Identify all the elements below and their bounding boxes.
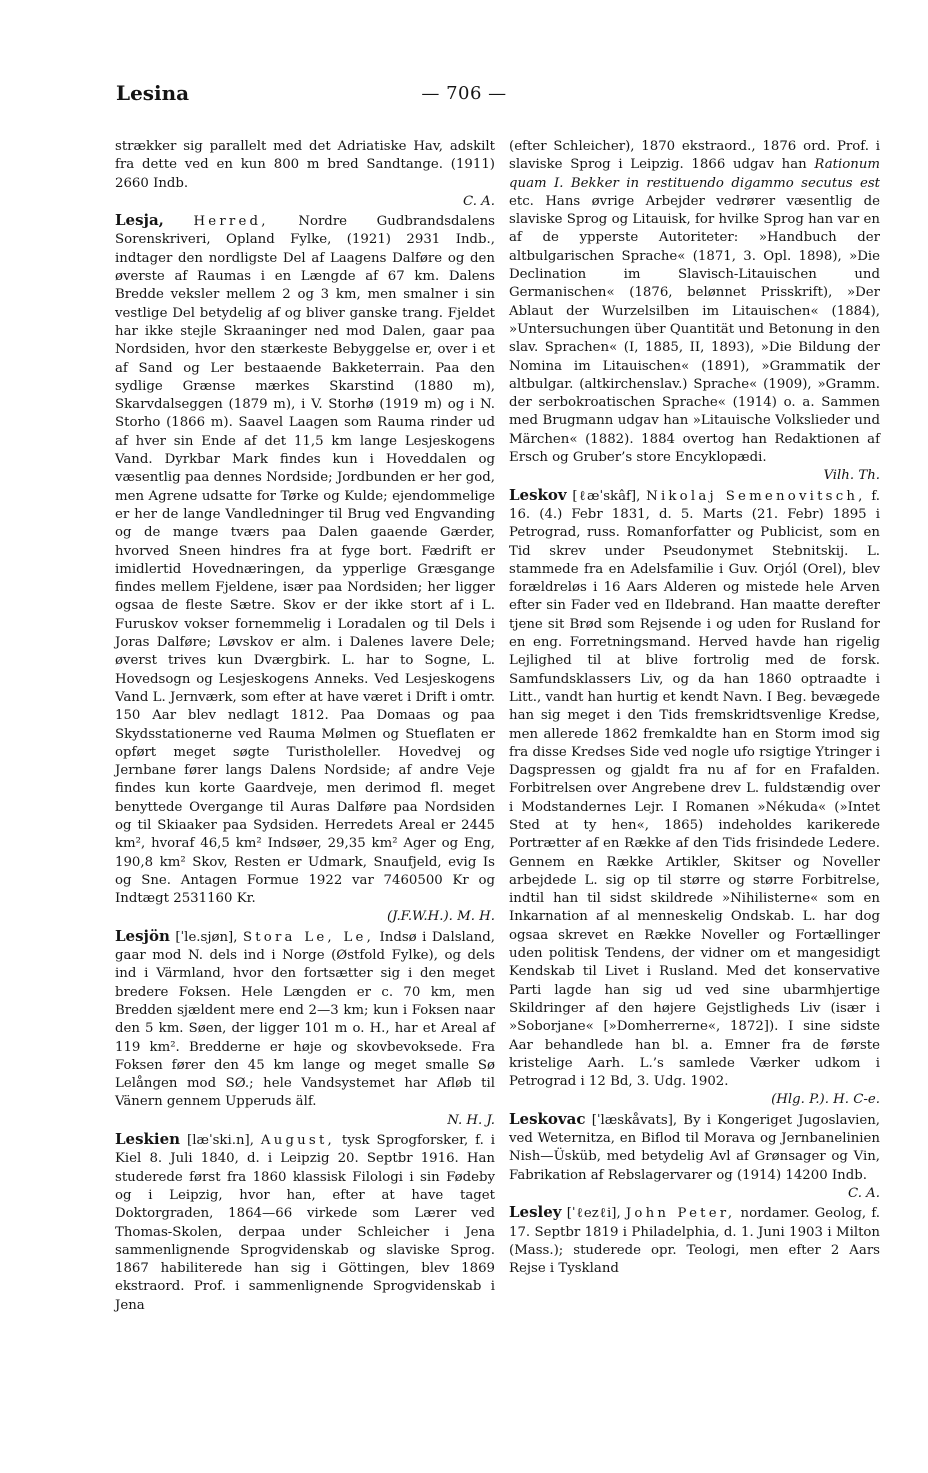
entry-body: nordamer. Geolog, f. 17. Septbr 1819 i Philadelphia, d. 1. Juni 1903 i Milton (Mass.); studerede opr. Teologi, men efter 2 Aars Rejse i Tyskland — [509, 1206, 881, 1277]
entry-lesley — [509, 1203, 880, 1278]
author-signature: C. A. — [463, 193, 495, 209]
left-column — [115, 138, 495, 1315]
entry-pronunciation: [ℓæˈskâf], — [572, 488, 641, 504]
entry-leskov — [509, 486, 880, 1110]
entry-spaced-term: Nikolaj Semenovitsch, — [646, 488, 866, 504]
entry-leskien-continued — [509, 138, 880, 486]
entry-leskovac — [509, 1110, 880, 1203]
running-head-title: Lesina — [116, 81, 190, 105]
entry-headword: Leskovac — [509, 1109, 586, 1128]
entry-pronunciation: [ˈle.sjøn], — [175, 929, 238, 945]
entry-body: tysk Sprogforsker, f. i Kiel 8. Juli 1840, d. i Leipzig 20. Septbr 1916. Han studerede først fra 1860 klassisk Filologi i sin Fødeby og i Leipzig, hvor han, efter at have taget Doktorgraden, 1864—66 virkede som Lærer ved Thomas-Skolen, derpaa under Schleicher i Jena sammenlignende Sprogvidenskab og slaviske Sprog. 1867 habiliterede han sig i Göttingen, blev 1869 ekstraord. Prof. i sammenlignende Sprogvidenskab i Jena — [115, 1133, 495, 1313]
entry-continuation — [115, 138, 495, 211]
entry-body: (efter Schleicher), 1870 ekstraord., 1876 ord. Prof. i slaviske Sprog i Leipzig. 1866 udgav han — [509, 139, 880, 173]
entry-pronunciation: [læˈski.n], — [187, 1133, 254, 1149]
entry-lesja — [115, 211, 495, 927]
book-title: Rationum quam I. Bekker in restituendo digammo secutus est — [509, 157, 880, 191]
entry-body: Indsø i Dalsland, gaar mod N. dels ind i Norge (Østfold Fylke), og dels ind i Värmland, hvor den fortsætter sig i den meget bredere Foksen. Hele Længden er c. 70 km, men Bredden sjældent mere end 2—3 km; kun i Foksen naar den 5 km. Søen, der ligger 101 m o. H., har et Areal af 119 km². Bredderne er høje og skovbevoksede. Fra Foksen fører den 45 km lange og meget smalle Sø Lelången mod SØ.; hele Vandsystemet har Afløb til Vänern gennem Upperuds älf. — [115, 929, 496, 1110]
page-header — [0, 0, 928, 120]
entry-spaced-term: August, — [260, 1133, 335, 1149]
entry-pronunciation: [ˈlæskåvats], — [591, 1112, 678, 1128]
author-signature: Vilh. Th. — [823, 468, 880, 484]
page-number: — 706 — — [421, 83, 507, 104]
entry-headword: Lesjön — [115, 926, 170, 945]
entry-body: By i Kongeriget Jugoslavien, ved Weternitza, en Biflod til Morava og Jernbanelinien Nish—Üsküb, med betydelig Avl af Grønsager og Vin, Fabrikation af Rebslagervarer og (1914) 14200 Indb. — [509, 1112, 881, 1183]
entry-headword: Lesja, — [115, 211, 164, 230]
entry-spaced-term: John Peter, — [625, 1206, 736, 1222]
entry-spaced-term: Stora Le, Le, — [242, 929, 375, 945]
entry-body: Nordre Gudbrandsdalens Sorenskriveri, Opland Fylke, (1921) 2931 Indb., indtager den nordligste Del af Laagens Dalføre og den øverste af Raumas i en Længde af 67 km. Dalens Bredde veksler mellem 2 og 3 km, men smalner i sin vestlige Del betydelig af og bliver ganske trang. Fjeldet har ikke stejle Skraaninger ned mod Dalen, gaar paa Nordsiden, hvor den stærkeste Bebyggelse er, over i et af Sand og Ler bestaaende Bakketerrain. Paa den sydlige Grænse mærkes Skarstind (1880 m), Skarvdalseggen (1879 m), i V. Storhø (1919 m) og i N. Storho (1866 m). Saavel Laagen som Rauma rinder ud af hver sin Ende af det 11,5 km lange Lesjeskogens Vand. Dyrkbar Mark findes kun i Hoveddalen og væsentlig paa dennes Nordside; Jordbunden er her god, men Agrene udsatte for Tørke og Kulde; ejendommelige er her de lange Vandledninger til Brug ved Engvanding og de mange tværs paa Dalen gaaende Gærder, hvorved Sneen hindres fra at fyge bort. Fædrift er imidlertid Hovednæringen, da ypperlige Græsgange findes mellem Fjeldene, især paa Nordsiden; her ligger ogsaa de fleste Sætre. Skov er der ikke stort af i L. Furuskov vokser fornemmelig i Loradalen og til Dels i Joras Dalføre; Løvskov er alm. i Dalenes lavere Dele; øverst trives kun Dværgbirk. L. har to Sogne, L. Hovedsogn og Lesjeskogens Anneks. Ved Lesjeskogens Vand L. Jernværk, som efter at have været i Drift i omtr. 150 Aar blev nedlagt 1812. Paa Domaas og paa Skydsstationerne ved Rauma Mølmen og Stueflaten er opført meget søgte Turistholeller. Hovedvej og Jernbane fører langs Dalens Nordside; af andre Veje findes kun korte Gaardveje, men derimod fl. meget benyttede Overgange til Auras Dalføre paa Nordsiden og til Skiaaker paa Sydsiden. Herredets Areal er 2445 km², hvoraf 46,5 km² Indsøer, 29,35 km² Ager og Eng, 190,8 km² Skov, Resten er Udmark, Snaufjeld, evig Is og Sne. Antagen Formue 1922 var 7460500 Kr og Indtægt 2531160 Kr. — [115, 214, 495, 907]
entry-spaced-term: Herred, — [193, 214, 269, 230]
entry-headword: Leskov — [509, 485, 567, 504]
entry-leskien — [115, 1130, 495, 1315]
entry-body: etc. Hans øvrige Arbejder vedrører væsentlig de slaviske Sprog og Litauisk, for hvilke Sprog han var en af de ypperste Autoriteter: »Handbuch der altbulgarischen Sprache« (1871, 3. Opl. 1898), »Die Declination im Slavisch-Litauischen und Germanischen« (1876, belønnet Prisskrift), »Der Ablaut der Wurzelsilben im Litauischen« (1884), »Untersuchungen über Quantität und Betonung in den slav. Sprachen« (I, 1885, II, 1893), »Die Bildung der Nomina im Litauischen« (1891), »Grammatik der altbulgar. (altkirchenslav.) Sprache« (1909), »Gramm. der serbokroatischen Sprache« (1914) o. a. Sammen med Brugmann udgav han »Litauische Volkslieder und Märchen« (1882). 1884 overtog han Redaktionen af Ersch og Gruber’s store Encyklopædi. — [509, 193, 880, 466]
entry-headword: Lesley — [509, 1203, 562, 1222]
entry-headword: Leskien — [115, 1130, 181, 1149]
entry-body: strækker sig parallelt med det Adriatiske Hav, adskilt fra dette ved en kun 800 m bred Sandtange. (1911) 2660 Indb. — [115, 139, 495, 191]
author-signature: N. H. J. — [447, 1112, 495, 1128]
author-signature: C. A. — [848, 1185, 880, 1201]
right-column — [509, 138, 880, 1278]
author-signature: (Hlg. P.). H. C-e. — [771, 1092, 880, 1108]
entry-pronunciation: [ˈℓezℓi], — [566, 1206, 621, 1222]
author-signature: (J.F.W.H.). M. H. — [386, 909, 495, 925]
entry-lesjon — [115, 927, 495, 1130]
entry-body: f. 16. (4.) Febr 1831, d. 5. Marts (21. Febr) 1895 i Petrograd, russ. Romanforfatter og Publicist, som en Tid skrev under Pseudonymet Stebnitskij. L. stammede fra en Adelsfamilie i Guv. Orjól (Orel), blev forældreløs i 16 Aars Alderen og mistede hele Arven efter sin Fader ved en Ildebrand. Han maatte derefter tjene sit Brød som Rejsende i og uden for Rusland for en eng. Forretningsmand. Herved havde han rigelig Lejlighed til at blive fortrolig med de forsk. Samfundsklassers Liv, og da han 1860 optraadte i Litt., vandt han hurtig et kendt Navn. I Beg. bevægede han sig meget i den Tids fremskridtsvenlige Kredse, men allerede 1862 fremkaldte han en Storm imod sig fra disse Kredses Side ved nogle ufo rsigtige Ytringer i Dagspressen og gjaldt fra nu af for en Frafalden. Forbitrelsen over Angrebene drev L. fuldstændig over i Modstandernes Lejr. I Romanen »Nékuda« (»Intet Sted at ty hen«, 1865) indeholdes karikerede Portrætter af en Række af den Tids frisindede Ledere. Gennem en Række Artikler, Skitser og Noveller arbejdede L. sig op til større og større Forbitrelse, indtil han til sidst skildrede »Nihilisterne« som en Inkarnation af al menneskelig Ondskab. L. har dog ogsaa skrevet en Række Noveller og Fortællinger uden politisk Tendens, der vidner om et mangesidigt Kendskab til Livet i Rusland. Med det konservative Parti lagde han sig ud ved sine ubarmhjertige Skildringer af den højere Gejstligheds Liv (især i »Soborjane« [»Domherrerne«, 1872]). I sine sidste Aar behandlede han bl. a. Emner fra de første kristelige Aarh. L.’s samlede Værker udkom i Petrograd i 12 Bd, 3. Udg. 1902. — [509, 488, 880, 1090]
